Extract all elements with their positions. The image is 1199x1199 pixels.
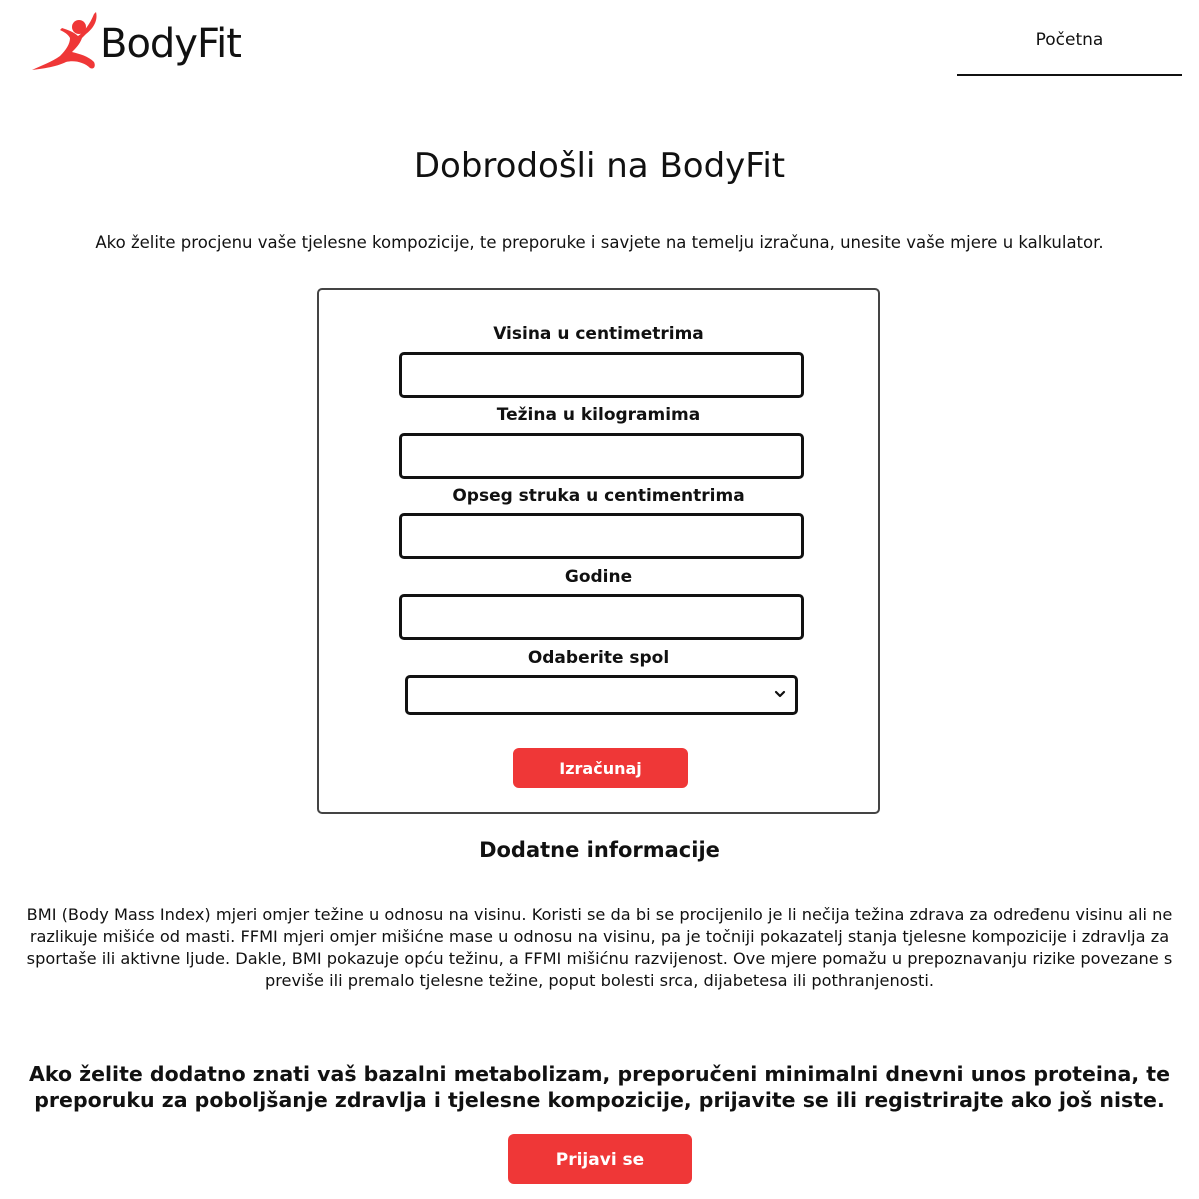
gender-select[interactable] [405,675,798,715]
info-text: BMI (Body Mass Index) mjeri omjer težine u odnosu na visinu. Koristi se da bi se procijenilo je li nečija težina zdrava za određenu visinu ali ne razlikuje mišiće od masti. FFMI mjeri omjer mišićne mase u odnosu na visinu, pa je točniji pokazatelj stanja tjelesne kompozicije i zdravlja za sportaše ili aktivne ljude. Dakle, BMI pokazuje opću težinu, a FFMI mišićnu razvijenost. Ove mjere pomažu u prepoznavanju rizike povezane s previše ili premalo tjelesne težine, poput bolesti srca, dijabetesa ili pothranjenosti. [26,905,1173,990]
age-label: Godine [564,567,633,587]
height-input[interactable] [399,352,804,398]
logo-text: BodyFit [100,21,241,67]
chevron-down-icon [773,687,787,701]
height-label: Visina u centimetrima [493,324,704,344]
login-button[interactable]: Prijavi se [508,1134,692,1184]
age-input[interactable] [399,594,804,640]
waist-label: Opseg struka u centimentrima [452,486,745,506]
header [0,0,1199,90]
weight-input[interactable] [399,433,804,479]
page-title: Dobrodošli na BodyFit [413,146,786,186]
login-prompt: Ako želite dodatno znati vaš bazalni metabolizam, preporučeni minimalni dnevni unos proteina, te preporuku za poboljšanje zdravlja i tjelesne kompozicije, prijavite se ili registrirajte ako još niste. [29,1062,1170,1112]
nav-item-home[interactable]: Početna [1035,30,1104,50]
calculator-card [317,288,880,814]
runner-logo-icon [30,10,102,74]
waist-input[interactable] [399,513,804,559]
nav [957,30,1182,76]
page-subtitle: Ako želite procjenu vaše tjelesne kompozicije, te preporuke i savjete na temelju izračuna, unesite vaše mjere u kalkulator. [95,233,1104,252]
gender-label: Odaberite spol [527,648,670,668]
logo[interactable] [30,10,241,74]
weight-label: Težina u kilogramima [496,405,701,425]
info-heading: Dodatne informacije [479,838,720,862]
calculate-button[interactable]: Izračunaj [513,748,688,788]
